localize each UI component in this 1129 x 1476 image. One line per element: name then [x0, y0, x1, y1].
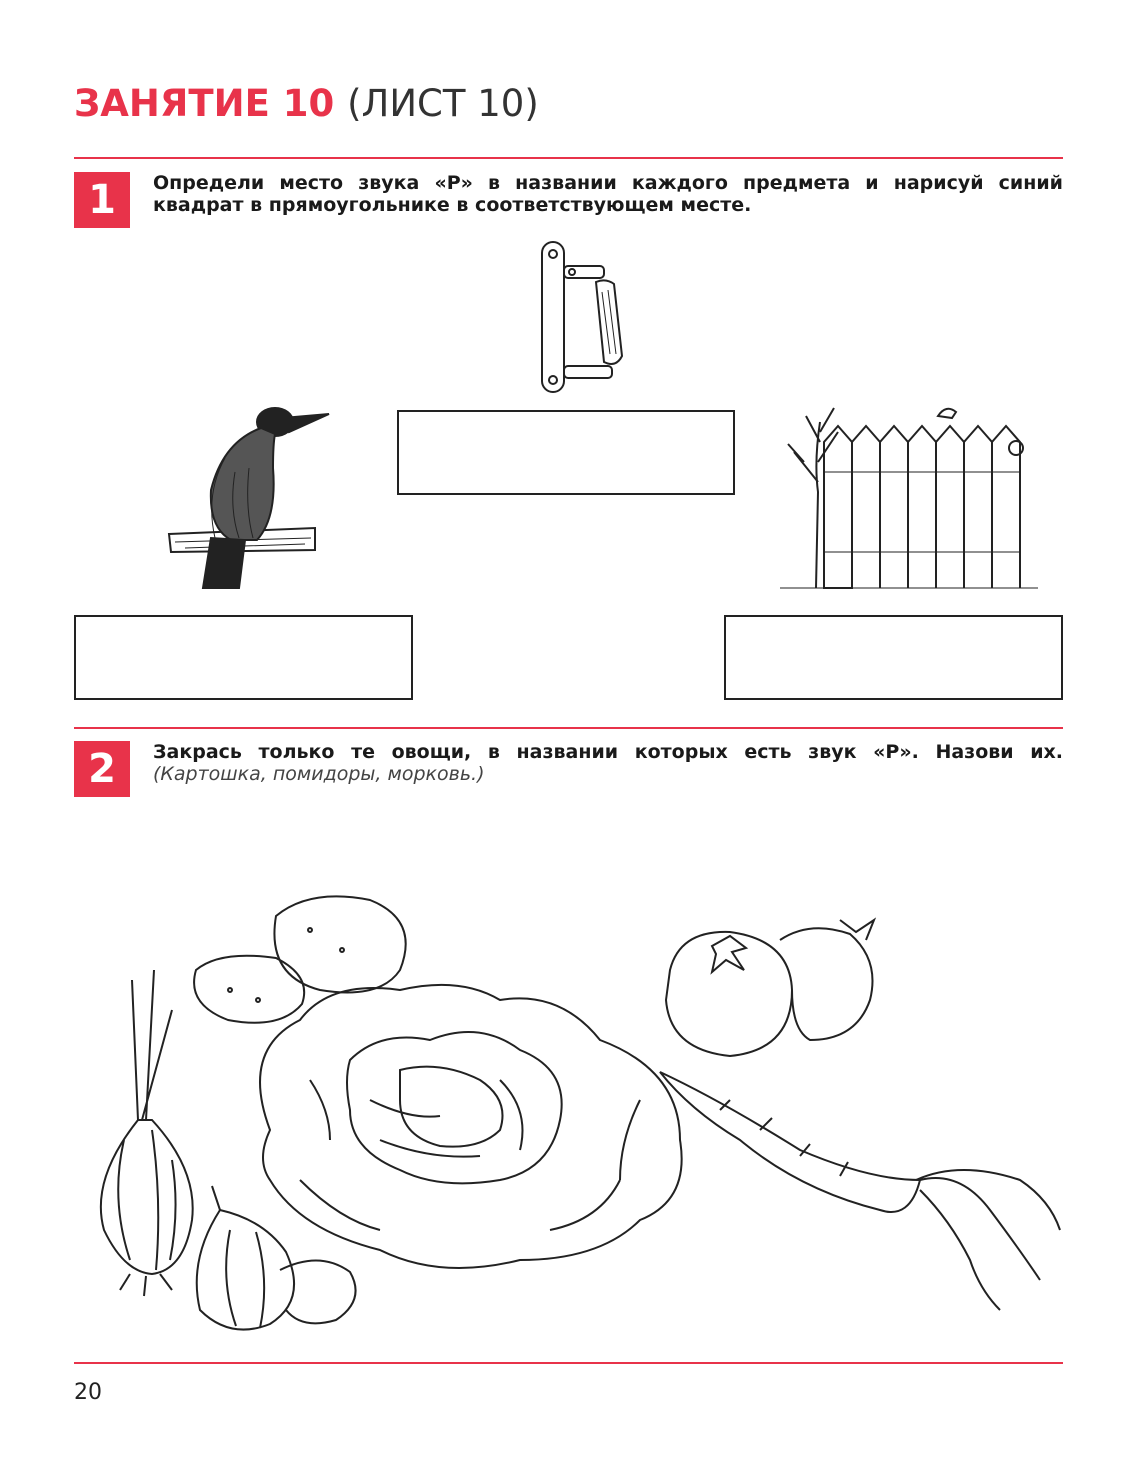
task-2-number: 2	[74, 741, 130, 797]
fence-illustration	[780, 392, 1040, 592]
answer-box-fence[interactable]	[724, 615, 1063, 700]
answer-box-crow[interactable]	[74, 615, 413, 700]
page-number: 20	[74, 1380, 102, 1405]
task-2-hint: (Картошка, помидоры, морковь.)	[153, 763, 485, 785]
page-title	[74, 82, 539, 126]
cabbage-icon	[260, 985, 682, 1268]
onion-icon	[101, 970, 193, 1296]
answer-box-door-handle[interactable]	[397, 410, 735, 495]
potato-icon	[194, 896, 406, 1022]
task-1-text: Определи место звука «Р» в названии каждого предмета и нарисуй синий квадрат в прямоугольнике в соответствующем месте.	[153, 172, 1063, 216]
task-2-instruction: Закрась только те овощи, в названии которых есть звук «Р». Назови их.	[153, 741, 1063, 763]
crow-illustration	[165, 398, 340, 594]
door-handle-illustration	[530, 238, 630, 398]
tomato-icon	[666, 920, 874, 1056]
vegetables-illustration	[80, 880, 1070, 1350]
section-divider	[74, 157, 1063, 159]
task-1-number: 1	[74, 172, 130, 228]
section-divider	[74, 727, 1063, 729]
carrot-icon	[660, 1072, 1060, 1310]
sheet-label: (ЛИСТ 10)	[347, 82, 539, 125]
task-2-text	[153, 741, 1063, 785]
footer-divider	[74, 1362, 1063, 1364]
lesson-title: ЗАНЯТИЕ 10	[74, 82, 335, 125]
